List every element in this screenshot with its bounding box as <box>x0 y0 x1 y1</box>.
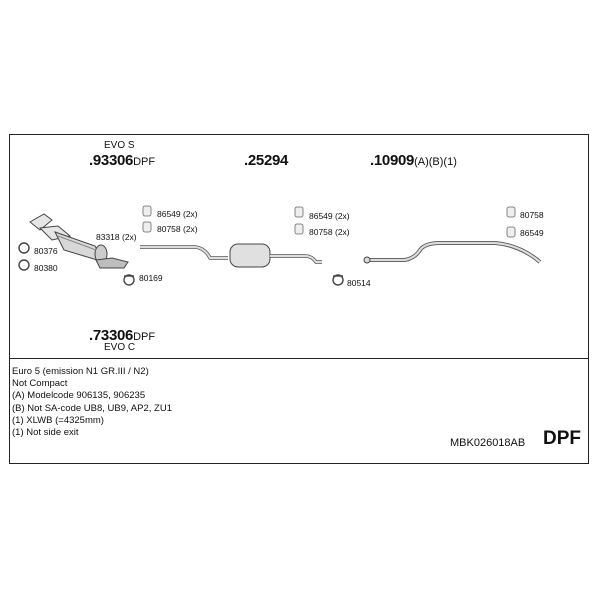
label-86549-2x-b: 86549 (2x) <box>309 211 350 221</box>
label-80758-2x-a: 80758 (2x) <box>157 224 198 234</box>
label-86549-c: 86549 <box>520 228 544 238</box>
label-80380: 80380 <box>34 263 58 273</box>
label-86549-2x-a: 86549 (2x) <box>157 209 198 219</box>
note-line: Not Compact <box>12 378 68 390</box>
dpf-badge: DPF <box>543 428 581 449</box>
part-number-93306 <box>89 152 155 171</box>
clamp-80169 <box>124 275 134 285</box>
part-number-93306-suffix: DPF <box>133 156 156 168</box>
label-80514: 80514 <box>347 278 371 288</box>
part-number-73306-suffix: DPF <box>133 331 156 343</box>
variant-evo-s: EVO S <box>104 140 135 151</box>
tail-pipe <box>364 243 540 263</box>
note-line: (1) XLWB (=4325mm) <box>12 414 104 426</box>
note-line: (1) Not side exit <box>12 427 79 439</box>
part-number-10909-main: .10909 <box>370 152 415 169</box>
label-80169: 80169 <box>139 273 163 283</box>
part-number-10909 <box>370 152 457 171</box>
note-line: (B) Not SA-code UB8, UB9, AP2, ZU1 <box>12 402 172 414</box>
label-83318-2x: 83318 (2x) <box>96 232 137 242</box>
part-number-25294-main: .25294 <box>244 152 289 169</box>
label-80758-c: 80758 <box>520 210 544 220</box>
notes-list <box>12 366 172 439</box>
hangers-86549-80758-a <box>143 206 151 232</box>
note-line: Euro 5 (emission N1 GR.III / N2) <box>12 366 149 377</box>
part-number-93306-main: .93306 <box>89 152 134 169</box>
hangers-80758-86549-c <box>507 207 515 237</box>
label-80376: 80376 <box>34 246 58 256</box>
kit-code: MBK026018AB <box>450 437 526 449</box>
part-number-73306-main: .73306 <box>89 327 134 344</box>
part-number-25294 <box>244 152 288 170</box>
part-number-10909-suffix: (A)(B)(1) <box>414 156 457 168</box>
variant-evo-c: EVO C <box>104 342 136 353</box>
ring-80380 <box>19 260 29 270</box>
hangers-86549-80758-b <box>295 207 303 234</box>
clamp-80514 <box>333 275 343 285</box>
middle-pipe-assembly <box>140 244 322 267</box>
ring-80376 <box>19 243 29 253</box>
note-line: (A) Modelcode 906135, 906235 <box>12 390 146 402</box>
label-80758-2x-b: 80758 (2x) <box>309 227 350 237</box>
